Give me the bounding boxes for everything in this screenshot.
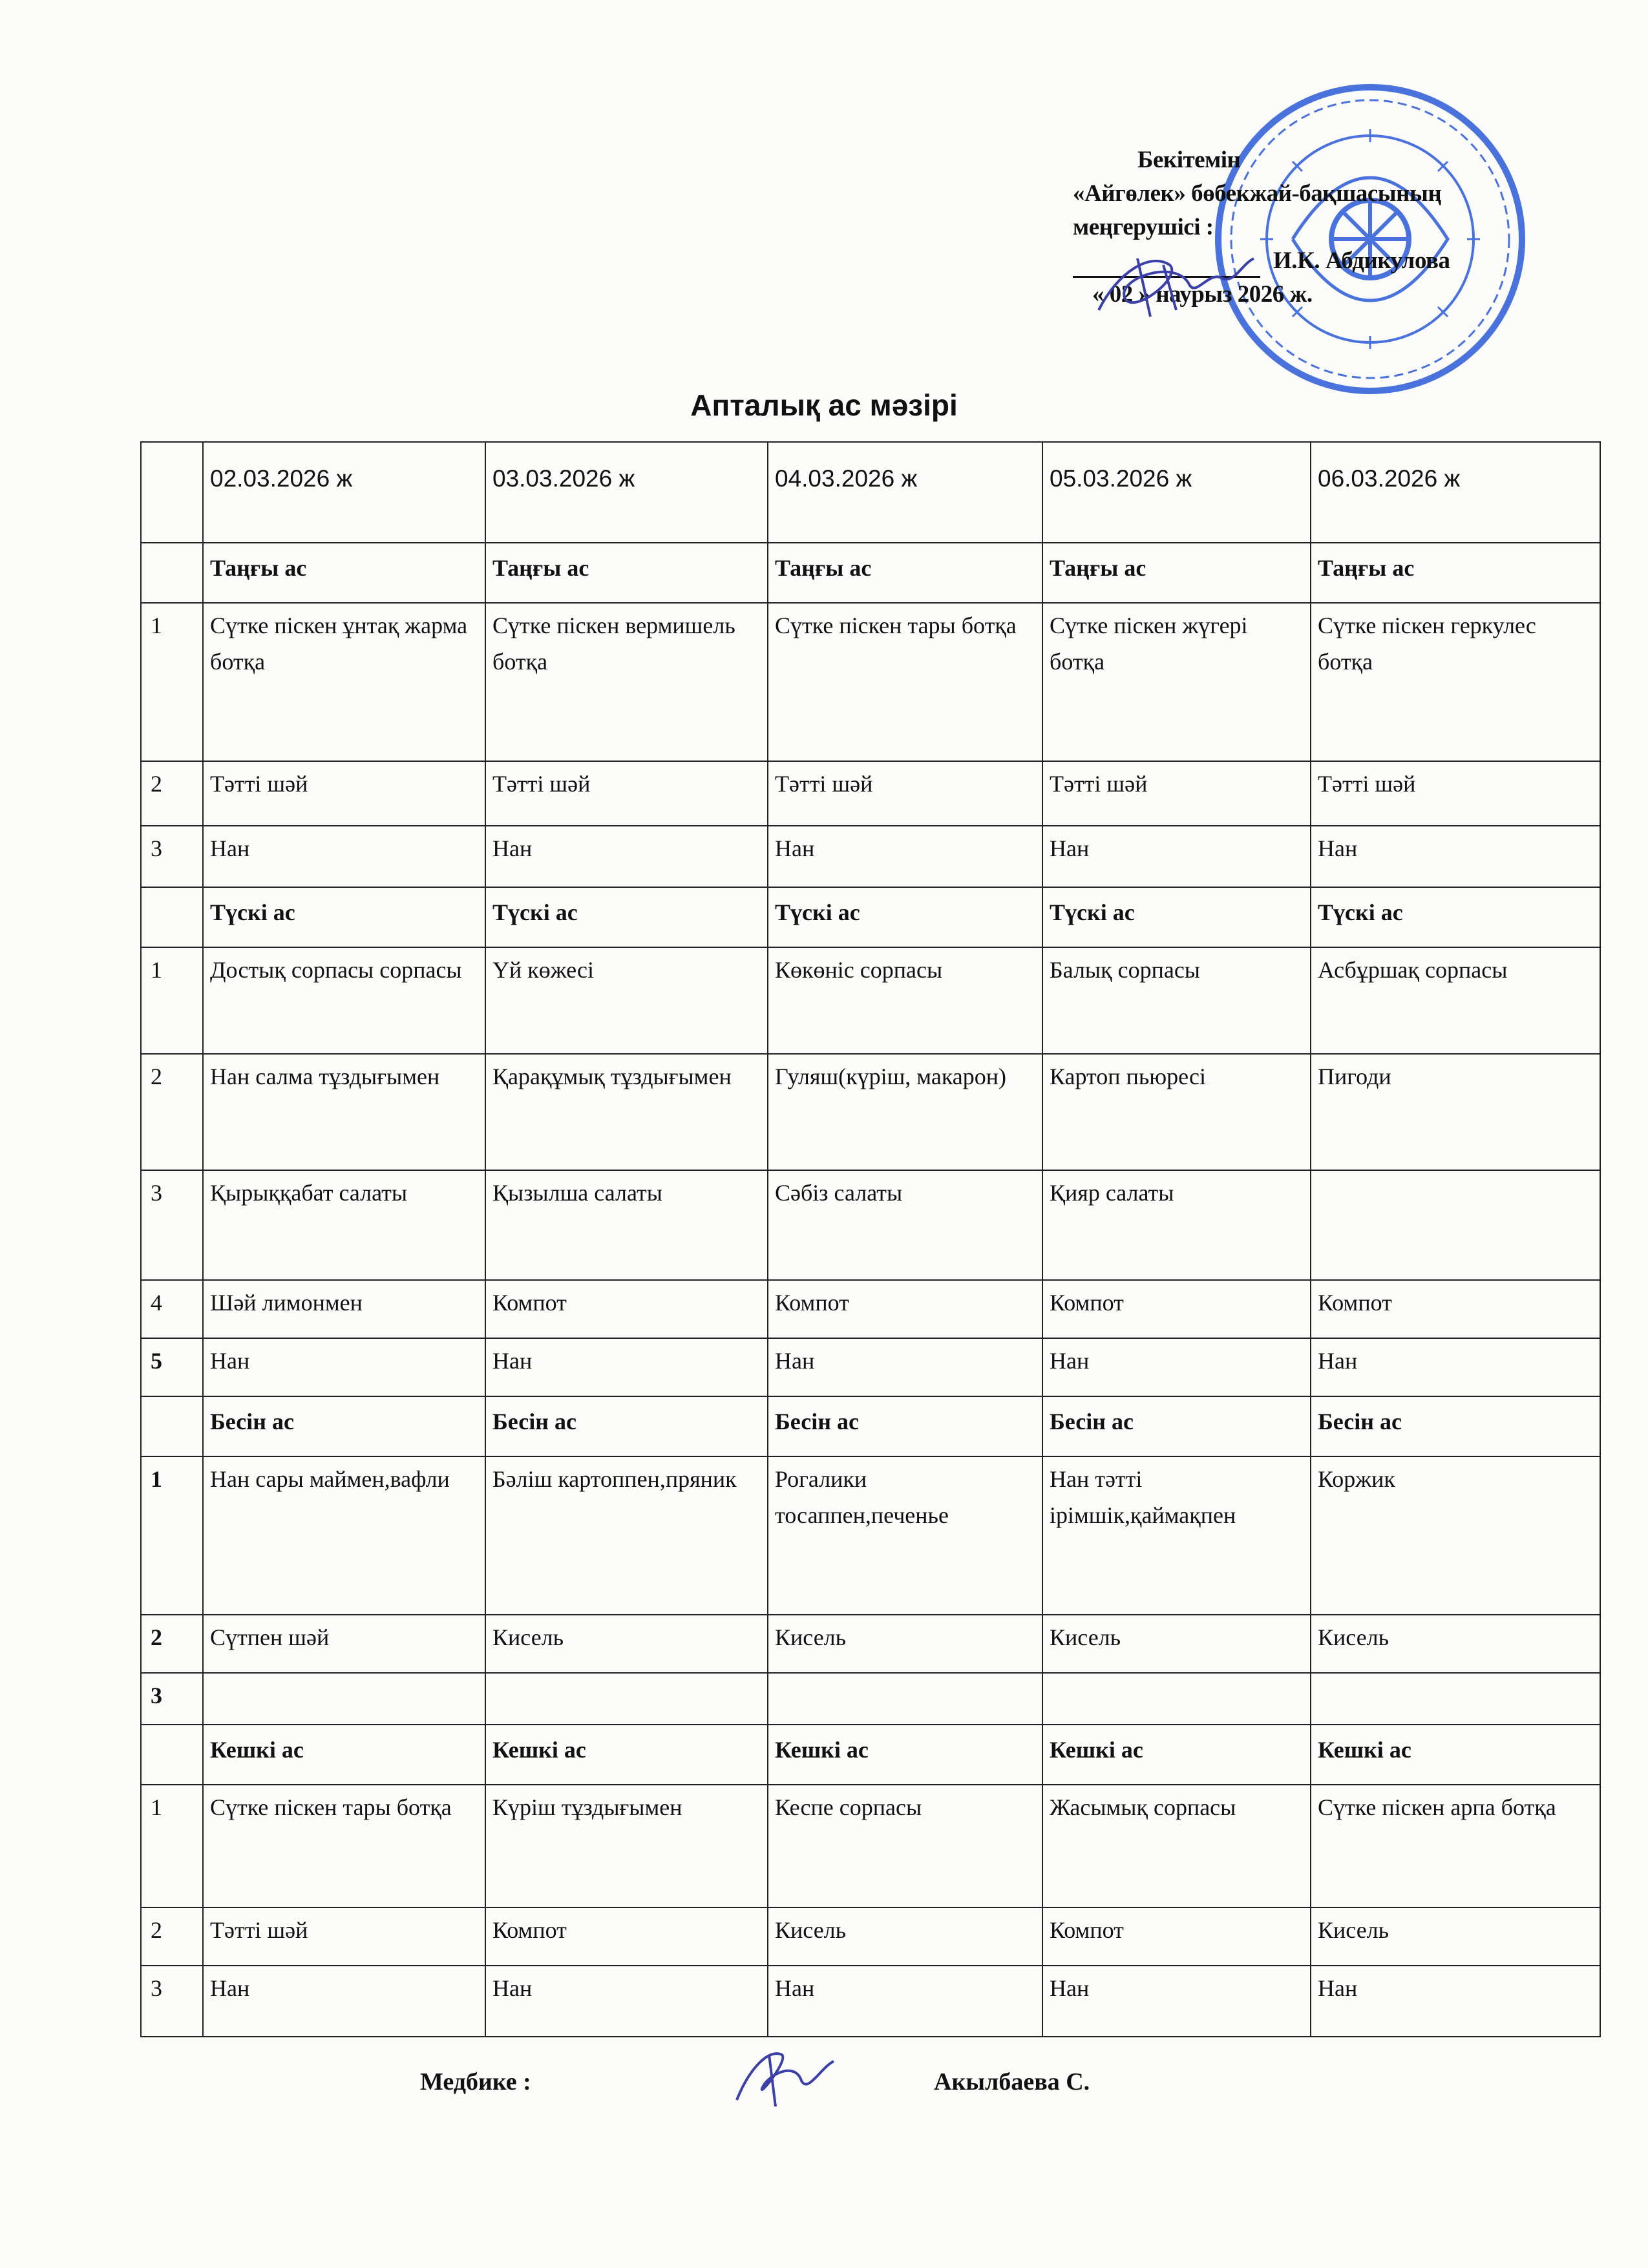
table-row [141, 1673, 1600, 1725]
meal-section-row [141, 1725, 1600, 1785]
section-corner [141, 887, 203, 947]
menu-item-cell: Компот [768, 1280, 1042, 1338]
row-number: 2 [141, 1054, 203, 1170]
meal-section-title: Таңғы ас [203, 543, 485, 603]
table-row [141, 603, 1600, 761]
menu-item-cell: Тәтті шәй [768, 761, 1042, 826]
document-title: Апталық ас мәзірі [690, 388, 958, 422]
date-header: 02.03.2026 ж [203, 442, 485, 543]
menu-item-cell: Шәй лимонмен [203, 1280, 485, 1338]
menu-item-cell: Нан [485, 826, 768, 887]
meal-section-title: Түскі ас [485, 887, 768, 947]
nurse-signature [730, 2042, 840, 2113]
row-number: 1 [141, 1456, 203, 1615]
menu-item-cell: Кисель [768, 1615, 1042, 1673]
menu-item-cell: Рогалики тосаппен,печенье [768, 1456, 1042, 1615]
table-row [141, 826, 1600, 887]
meal-section-row [141, 887, 1600, 947]
table-row [141, 1338, 1600, 1396]
approval-date: « 02 » наурыз 2026 ж. [1092, 281, 1313, 308]
menu-item-cell: Тәтті шәй [203, 761, 485, 826]
menu-item-cell: Қырыққабат салаты [203, 1170, 485, 1280]
menu-item-cell: Нан [1311, 1966, 1600, 2037]
menu-item-cell: Сүтке піскен вермишель ботқа [485, 603, 768, 761]
menu-item-cell: Нан [485, 1966, 768, 2037]
menu-item-cell [768, 1673, 1042, 1725]
menu-item-cell: Асбұршақ сорпасы [1311, 947, 1600, 1054]
meal-section-title: Кешкі ас [1042, 1725, 1311, 1785]
menu-item-cell: Нан [768, 826, 1042, 887]
menu-item-cell: Компот [1042, 1907, 1311, 1966]
menu-item-cell: Кисель [485, 1615, 768, 1673]
table-row [141, 947, 1600, 1054]
menu-item-cell [1042, 1673, 1311, 1725]
meal-section-title: Таңғы ас [485, 543, 768, 603]
meal-section-row [141, 1396, 1600, 1456]
menu-item-cell: Коржик [1311, 1456, 1600, 1615]
nurse-label: Медбике : [420, 2068, 531, 2095]
menu-item-cell: Тәтті шәй [485, 761, 768, 826]
row-number: 5 [141, 1338, 203, 1396]
meal-section-title: Кешкі ас [768, 1725, 1042, 1785]
menu-item-cell: Кеспе сорпасы [768, 1785, 1042, 1907]
row-number: 1 [141, 1785, 203, 1907]
menu-item-cell: Компот [1311, 1280, 1600, 1338]
menu-item-cell [1311, 1170, 1600, 1280]
menu-item-cell: Нан [203, 1338, 485, 1396]
row-number: 2 [141, 1615, 203, 1673]
menu-item-cell: Тәтті шәй [1042, 761, 1311, 826]
meal-section-title: Кешкі ас [1311, 1725, 1600, 1785]
menu-item-cell: Үй көжесі [485, 947, 768, 1054]
menu-item-cell [485, 1673, 768, 1725]
menu-table [140, 441, 1601, 2037]
menu-item-cell: Нан тәтті ірімшік,қаймақпен [1042, 1456, 1311, 1615]
meal-section-title: Бесін ас [485, 1396, 768, 1456]
menu-item-cell: Күріш тұздығымен [485, 1785, 768, 1907]
menu-item-cell: Компот [1042, 1280, 1311, 1338]
menu-item-cell: Пигоди [1311, 1054, 1600, 1170]
table-row [141, 1907, 1600, 1966]
menu-item-cell: Кисель [1042, 1615, 1311, 1673]
menu-item-cell: Тәтті шәй [1311, 761, 1600, 826]
table-row [141, 1966, 1600, 2037]
table-row [141, 1170, 1600, 1280]
row-number: 2 [141, 1907, 203, 1966]
menu-item-cell: Компот [485, 1907, 768, 1966]
approval-org: «Айгөлек» бөбекжай-бақшасының [1073, 180, 1442, 207]
menu-item-cell: Сүтке піскен тары ботқа [203, 1785, 485, 1907]
menu-item-cell: Кисель [1311, 1907, 1600, 1966]
row-number: 3 [141, 1966, 203, 2037]
menu-item-cell: Нан [1042, 1338, 1311, 1396]
meal-section-title: Таңғы ас [768, 543, 1042, 603]
date-header: 03.03.2026 ж [485, 442, 768, 543]
approval-role: меңгерушісі : [1073, 214, 1214, 240]
menu-item-cell: Нан [485, 1338, 768, 1396]
table-row [141, 1054, 1600, 1170]
menu-item-cell: Нан салма тұздығымен [203, 1054, 485, 1170]
menu-item-cell: Нан [1042, 1966, 1311, 2037]
table-row [141, 1785, 1600, 1907]
row-number: 3 [141, 1170, 203, 1280]
meal-section-title: Түскі ас [768, 887, 1042, 947]
row-number: 1 [141, 603, 203, 761]
menu-item-cell: Қияр салаты [1042, 1170, 1311, 1280]
menu-item-cell: Кисель [1311, 1615, 1600, 1673]
meal-section-title: Түскі ас [203, 887, 485, 947]
meal-section-title: Бесін ас [768, 1396, 1042, 1456]
approval-name: И.К. Абдикулова [1273, 247, 1450, 274]
date-header: 05.03.2026 ж [1042, 442, 1311, 543]
meal-section-title: Түскі ас [1311, 887, 1600, 947]
row-number: 2 [141, 761, 203, 826]
menu-item-cell: Сүтке піскен жүгері ботқа [1042, 603, 1311, 761]
menu-item-cell: Нан сары маймен,вафли [203, 1456, 485, 1615]
menu-item-cell: Сүтпен шәй [203, 1615, 485, 1673]
menu-item-cell: Сәбіз салаты [768, 1170, 1042, 1280]
menu-item-cell: Сүтке піскен геркулес ботқа [1311, 603, 1600, 761]
table-row [141, 1615, 1600, 1673]
row-number: 3 [141, 826, 203, 887]
row-number: 4 [141, 1280, 203, 1338]
menu-item-cell: Бәліш картоппен,пряник [485, 1456, 768, 1615]
menu-item-cell: Жасымық сорпасы [1042, 1785, 1311, 1907]
section-corner [141, 1396, 203, 1456]
meal-section-title: Бесін ас [203, 1396, 485, 1456]
menu-item-cell: Кисель [768, 1907, 1042, 1966]
director-signature [1092, 246, 1260, 323]
row-number: 3 [141, 1673, 203, 1725]
meal-section-title: Кешкі ас [485, 1725, 768, 1785]
table-row [141, 761, 1600, 826]
menu-item-cell: Көкөніс сорпасы [768, 947, 1042, 1054]
menu-item-cell: Нан [768, 1338, 1042, 1396]
menu-item-cell: Компот [485, 1280, 768, 1338]
meal-section-title: Бесін ас [1042, 1396, 1311, 1456]
menu-item-cell: Картоп пьюресі [1042, 1054, 1311, 1170]
section-corner [141, 1725, 203, 1785]
nurse-name: Акылбаева С. [934, 2068, 1090, 2095]
menu-item-cell: Сүтке піскен тары ботқа [768, 603, 1042, 761]
menu-item-cell: Балық сорпасы [1042, 947, 1311, 1054]
date-header: 06.03.2026 ж [1311, 442, 1600, 543]
date-header: 04.03.2026 ж [768, 442, 1042, 543]
menu-item-cell: Сүтке піскен арпа ботқа [1311, 1785, 1600, 1907]
menu-item-cell: Нан [1311, 1338, 1600, 1396]
menu-item-cell [1311, 1673, 1600, 1725]
meal-section-row [141, 543, 1600, 603]
menu-item-cell: Нан [1311, 826, 1600, 887]
menu-item-cell: Нан [768, 1966, 1042, 2037]
meal-section-title: Түскі ас [1042, 887, 1311, 947]
menu-item-cell: Қызылша салаты [485, 1170, 768, 1280]
meal-section-title: Кешкі ас [203, 1725, 485, 1785]
table-row [141, 1456, 1600, 1615]
menu-item-cell [203, 1673, 485, 1725]
header-corner [141, 442, 203, 543]
menu-item-cell: Сүтке піскен ұнтақ жарма ботқа [203, 603, 485, 761]
menu-item-cell: Гуляш(күріш, макарон) [768, 1054, 1042, 1170]
meal-section-title: Бесін ас [1311, 1396, 1600, 1456]
menu-item-cell: Нан [203, 1966, 485, 2037]
table-row [141, 1280, 1600, 1338]
section-corner [141, 543, 203, 603]
meal-section-title: Таңғы ас [1311, 543, 1600, 603]
menu-item-cell: Достық сорпасы сорпасы [203, 947, 485, 1054]
menu-item-cell: Нан [1042, 826, 1311, 887]
menu-item-cell: Қарақұмық тұздығымен [485, 1054, 768, 1170]
approval-title: Бекітемін [1137, 147, 1241, 173]
date-header-row [141, 442, 1600, 543]
menu-item-cell: Нан [203, 826, 485, 887]
menu-item-cell: Тәтті шәй [203, 1907, 485, 1966]
meal-section-title: Таңғы ас [1042, 543, 1311, 603]
row-number: 1 [141, 947, 203, 1054]
